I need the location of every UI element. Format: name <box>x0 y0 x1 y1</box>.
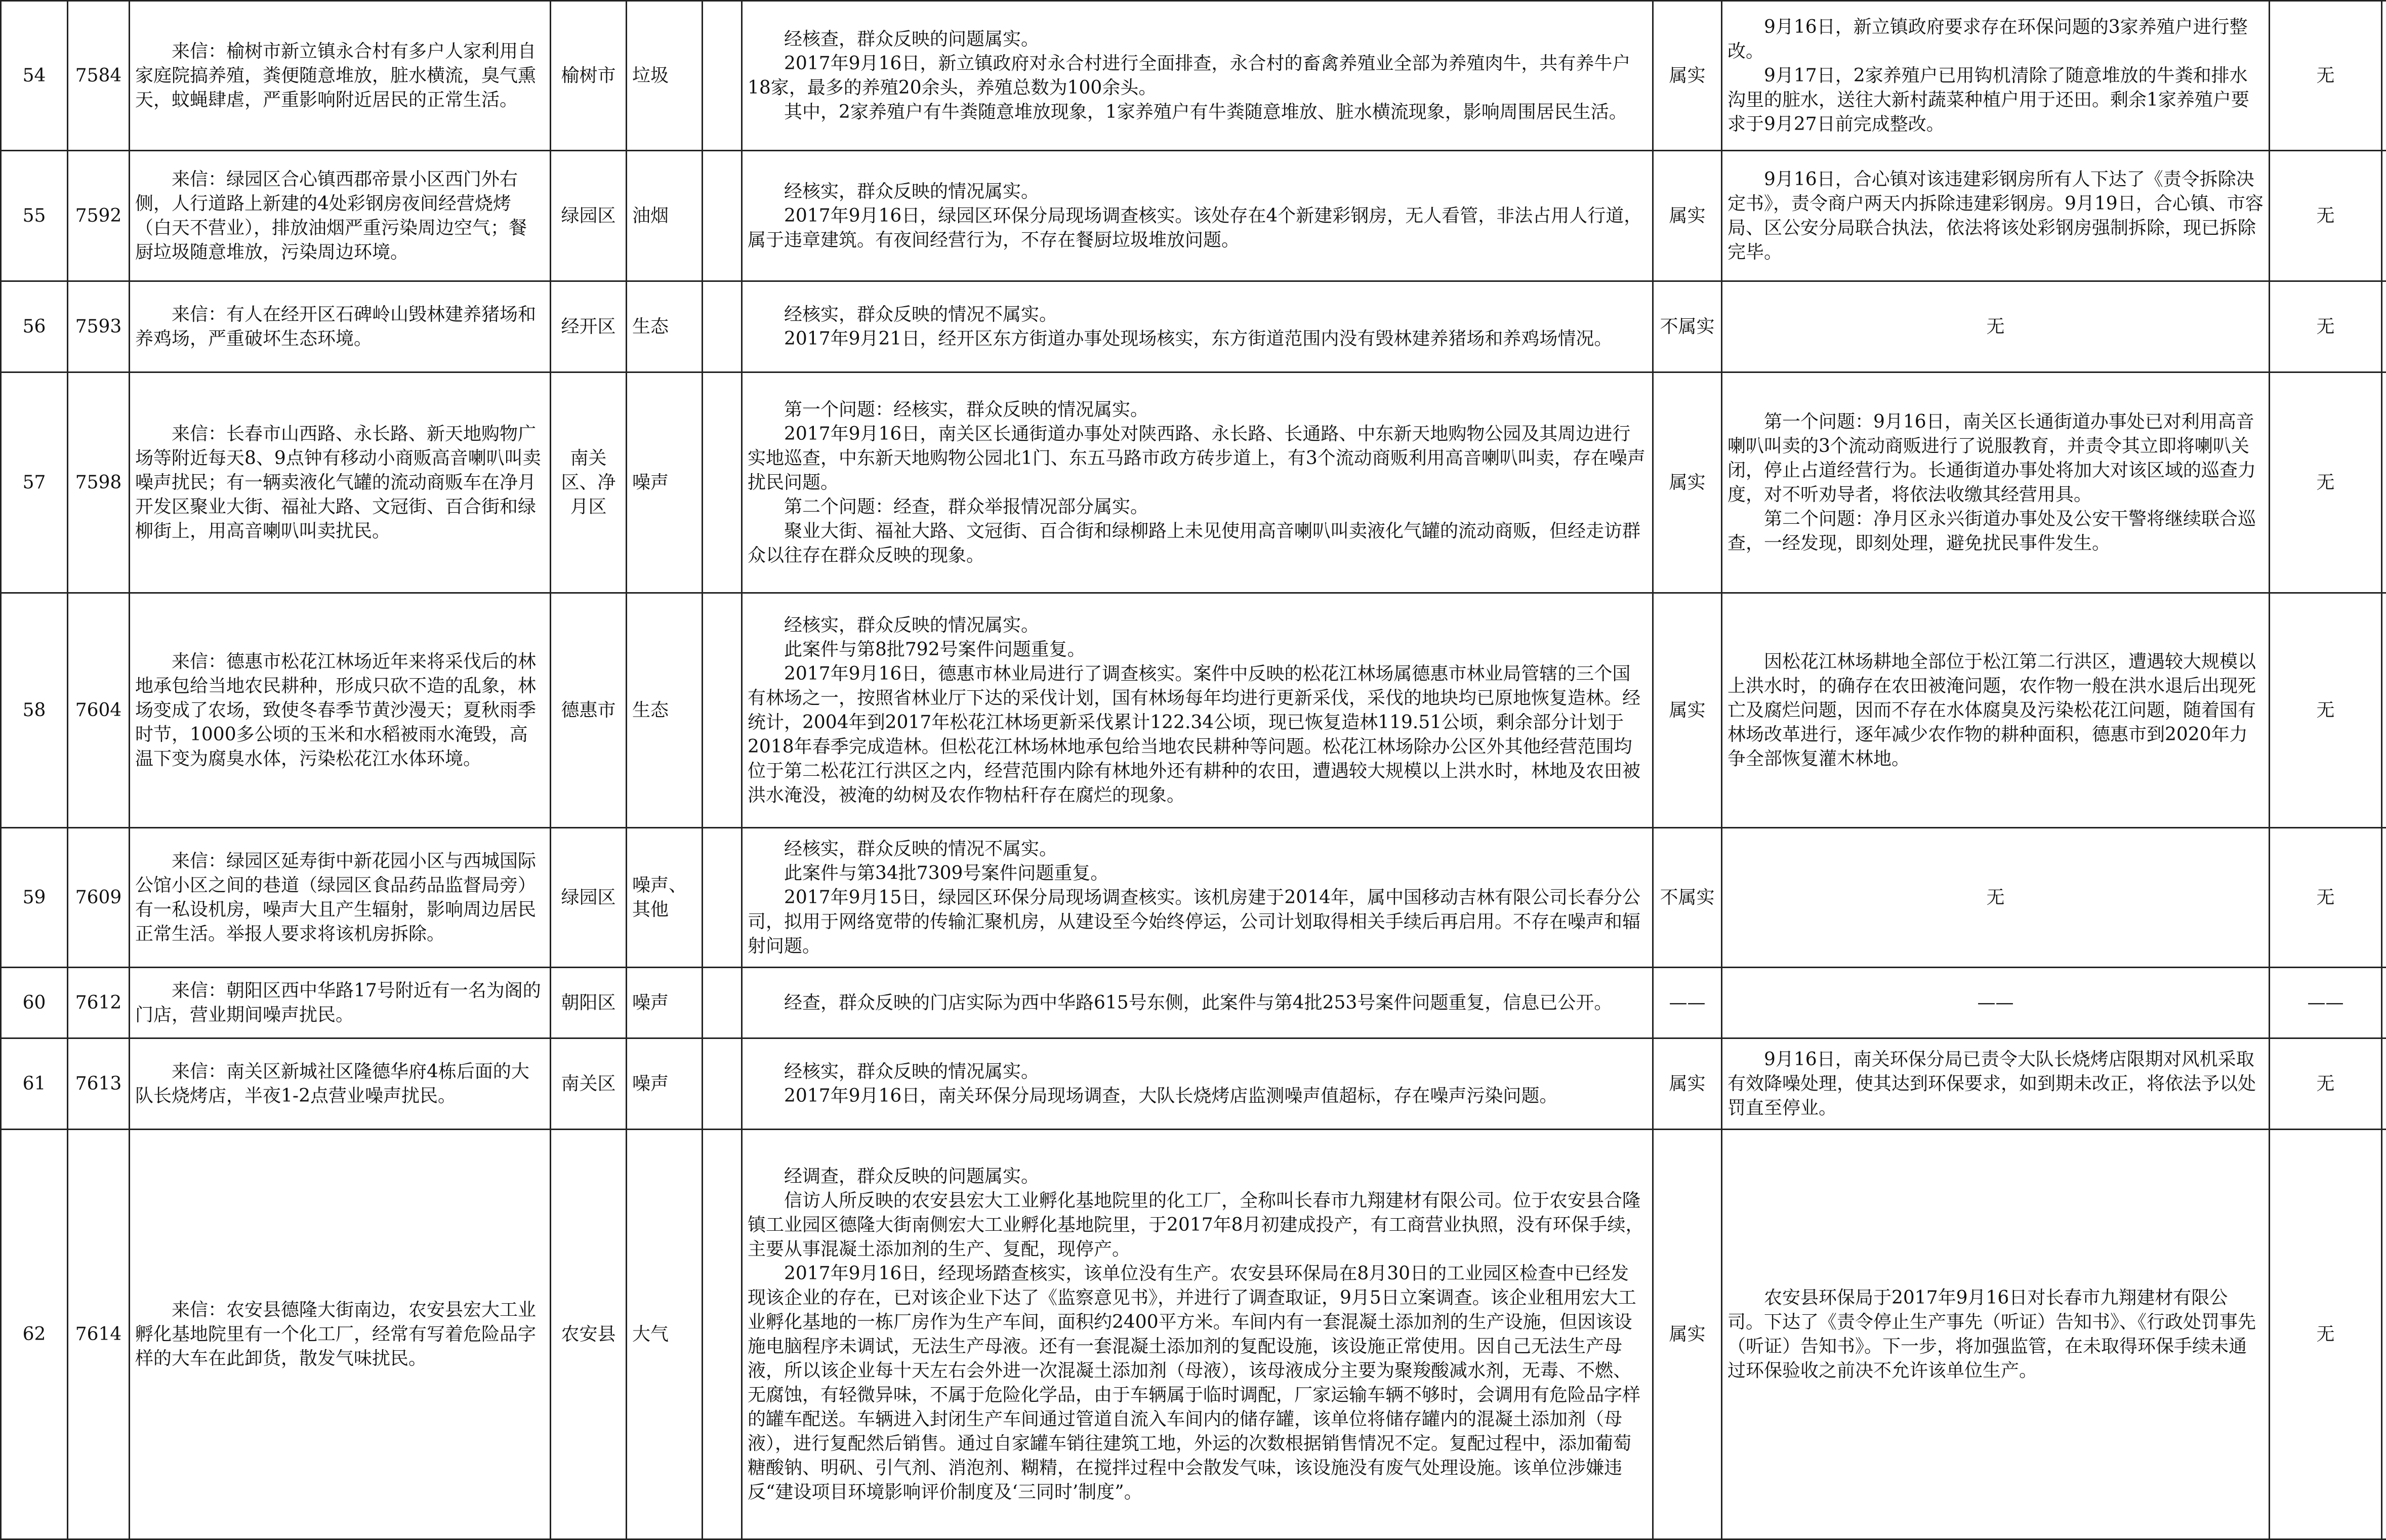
region-cell: 南关区、净月区 <box>551 372 627 593</box>
case-id-cell: 7592 <box>68 151 130 281</box>
verification-paragraph: 信访人所反映的农安县宏大工业孵化基地院里的化工厂，全称叫长春市九翔建材有限公司。位于农安县合隆镇工业园区德隆大街南侧宏大工业孵化基地院里，于2017年8月初建成投产，有工商营业执照，没有环保手续，主要从事混凝土添加剂的生产、复配，现停产。 <box>748 1189 1647 1262</box>
edge-cell <box>2382 828 2386 968</box>
verification-paragraph: 聚业大街、福祉大路、文冠街、百合街和绿柳路上未见使用高音喇叭叫卖液化气罐的流动商贩，但经走访群众以往存在群众反映的现象。 <box>748 519 1647 568</box>
complaint-text: 来信：农安县德隆大街南边，农安县宏大工业孵化基地院里有一个化工厂，经常有写着危险品字样的大车在此卸货，散发气味扰民。 <box>135 1298 545 1371</box>
edge-cell <box>2382 1130 2386 1539</box>
verification-paragraph: 经核查，群众反映的问题属实。 <box>748 27 1647 52</box>
row-number-cell: 62 <box>1 1130 68 1539</box>
region-cell: 绿园区 <box>551 828 627 968</box>
table-row <box>1 828 2386 968</box>
category-cell: 生态 <box>627 593 703 828</box>
verification-paragraph: 经调查，群众反映的问题属实。 <box>748 1164 1647 1189</box>
region-cell: 经开区 <box>551 281 627 372</box>
table-row <box>1 281 2386 372</box>
accountability-cell: 无 <box>2270 281 2382 372</box>
edge-cell <box>2382 593 2386 828</box>
verification-paragraph: 经核实，群众反映的情况属实。 <box>748 1060 1647 1084</box>
rectification-paragraph: 因松花江林场耕地全部位于松江第二行洪区，遭遇较大规模以上洪水时，的确存在农田被淹问题，农作物一般在洪水退后出现死亡及腐烂问题，因而不存在水体腐臭及污染松花江问题，随着国有林场改革进行，逐年减少农作物的耕种面积，德惠市到2020年力争全部恢复灌木林地。 <box>1727 650 2264 771</box>
rectification-cell <box>1722 1130 2270 1539</box>
complaint-text: 来信：德惠市松花江林场近年来将采伐后的林地承包给当地农民耕种，形成只砍不造的乱象，林场变成了农场，致使冬春季节黄沙漫天；夏秋雨季时节，1000多公顷的玉米和水稻被雨水淹毁，高温下变为腐臭水体，污染松花江水体环境。 <box>135 650 545 771</box>
rectification-cell: 无 <box>1722 281 2270 372</box>
table-row <box>1 1 2386 151</box>
spacer-cell <box>703 968 742 1038</box>
rectification-cell <box>1722 151 2270 281</box>
complaint-cell <box>130 1038 551 1130</box>
complaint-text: 来信：南关区新城社区隆德华府4栋后面的大队长烧烤店，半夜1-2点营业噪声扰民。 <box>135 1060 545 1108</box>
verification-cell <box>742 1 1653 151</box>
spacer-cell <box>703 593 742 828</box>
status-cell: 属实 <box>1653 593 1722 828</box>
edge-cell <box>2382 968 2386 1038</box>
complaint-cell <box>130 281 551 372</box>
verification-paragraph: 2017年9月15日，绿园区环保分局现场调查核实。该机房建于2014年，属中国移动吉林有限公司长春分公司，拟用于网络宽带的传输汇聚机房，从建设至今始终停运，公司计划取得相关手续后再启用。不存在噪声和辐射问题。 <box>748 886 1647 959</box>
region-cell: 朝阳区 <box>551 968 627 1038</box>
spacer-cell <box>703 372 742 593</box>
rectification-cell: 无 <box>1722 828 2270 968</box>
spacer-cell <box>703 281 742 372</box>
accountability-cell: 无 <box>2270 1 2382 151</box>
category-cell: 油烟 <box>627 151 703 281</box>
verification-paragraph: 2017年9月16日，南关区长通街道办事处对陕西路、永长路、长通路、中东新天地购物公园及其周边进行实地巡查，中东新天地购物公园北1门、东五马路市政方砖步道上，有3个流动商贩利用高音喇叭叫卖，存在噪声扰民问题。 <box>748 422 1647 495</box>
verification-cell <box>742 968 1653 1038</box>
status-cell: 属实 <box>1653 372 1722 593</box>
edge-cell <box>2382 151 2386 281</box>
verification-cell <box>742 151 1653 281</box>
accountability-cell: —— <box>2270 968 2382 1038</box>
row-number-cell: 58 <box>1 593 68 828</box>
complaint-text: 来信：朝阳区西中华路17号附近有一名为阁的门店，营业期间噪声扰民。 <box>135 979 545 1027</box>
region-cell: 农安县 <box>551 1130 627 1539</box>
status-cell: —— <box>1653 968 1722 1038</box>
row-number-cell: 59 <box>1 828 68 968</box>
edge-cell <box>2382 1 2386 151</box>
complaint-text: 来信：绿园区延寿街中新花园小区与西城国际公馆小区之间的巷道（绿园区食品药品监督局旁）有一私设机房，噪声大且产生辐射，影响周边居民正常生活。举报人要求将该机房拆除。 <box>135 849 545 946</box>
verification-paragraph: 2017年9月16日，绿园区环保分局现场调查核实。该处存在4个新建彩钢房，无人看管，非法占用人行道，属于违章建筑。有夜间经营行为，不存在餐厨垃圾堆放问题。 <box>748 204 1647 253</box>
table-row <box>1 151 2386 281</box>
complaint-cell <box>130 1130 551 1539</box>
rectification-paragraph: 9月16日，新立镇政府要求存在环保问题的3家养殖户进行整改。 <box>1727 15 2264 64</box>
case-id-cell: 7593 <box>68 281 130 372</box>
category-cell: 噪声、其他 <box>627 828 703 968</box>
complaint-text: 来信：长春市山西路、永长路、新天地购物广场等附近每天8、9点钟有移动小商贩高音喇叭叫卖噪声扰民；有一辆卖液化气罐的流动商贩车在净月开发区聚业大街、福祉大路、文冠街、百合街和绿柳街上，用高音喇叭叫卖扰民。 <box>135 422 545 544</box>
rectification-paragraph: 9月17日，2家养殖户已用钩机清除了随意堆放的牛粪和排水沟里的脏水，送往大新村蔬菜种植户用于还田。剩余1家养殖户要求于9月27日前完成整改。 <box>1727 64 2264 137</box>
table-row <box>1 1130 2386 1539</box>
case-id-cell: 7614 <box>68 1130 130 1539</box>
verification-paragraph: 第一个问题：经核实，群众反映的情况属实。 <box>748 398 1647 422</box>
case-id-cell: 7613 <box>68 1038 130 1130</box>
category-cell: 大气 <box>627 1130 703 1539</box>
verification-paragraph: 此案件与第8批792号案件问题重复。 <box>748 638 1647 662</box>
complaint-cell <box>130 151 551 281</box>
rectification-cell: —— <box>1722 968 2270 1038</box>
accountability-cell: 无 <box>2270 593 2382 828</box>
rectification-cell <box>1722 1038 2270 1130</box>
spacer-cell <box>703 1038 742 1130</box>
verification-paragraph: 经核实，群众反映的情况不属实。 <box>748 837 1647 861</box>
verification-cell <box>742 1038 1653 1130</box>
edge-cell <box>2382 1038 2386 1130</box>
edge-cell <box>2382 372 2386 593</box>
rectification-paragraph: 第一个问题：9月16日，南关区长通街道办事处已对利用高音喇叭叫卖的3个流动商贩进行了说服教育，并责令其立即将喇叭关闭，停止占道经营行为。长通街道办事处将加大对该区域的巡查力度，对不听劝导者，将依法收缴其经营用具。 <box>1727 410 2264 507</box>
verification-cell <box>742 593 1653 828</box>
status-cell: 不属实 <box>1653 281 1722 372</box>
status-cell: 属实 <box>1653 1130 1722 1539</box>
complaint-cell <box>130 968 551 1038</box>
verification-paragraph: 经核实，群众反映的情况属实。 <box>748 180 1647 204</box>
rectification-cell <box>1722 1 2270 151</box>
verification-paragraph: 经核实，群众反映的情况不属实。 <box>748 303 1647 327</box>
category-cell: 生态 <box>627 281 703 372</box>
case-id-cell: 7612 <box>68 968 130 1038</box>
complaint-cell <box>130 828 551 968</box>
row-number-cell: 55 <box>1 151 68 281</box>
verification-paragraph: 2017年9月16日，经现场踏查核实，该单位没有生产。农安县环保局在8月30日的工业园区检查中已经发现该企业的存在，已对该企业下达了《监察意见书》，并进行了调查取证，9月5日立案调查。该企业租用宏大工业孵化基地的一栋厂房作为生产车间，面积约2400平方米。车间内有一套混凝土添加剂的生产设施，但因该设施电脑程序未调试，无法生产母液。还有一套混凝土添加剂的复配设施，该设施正常使用。因自己无法生产母液，所以该企业每十天左右会外进一次混凝土添加剂（母液），该母液成分主要为聚羧酸减水剂，无毒、不燃、无腐蚀，有轻微异味，不属于危险化学品，由于车辆属于临时调配，厂家运输车辆不够时，会调用有危险品字样的罐车配送。车辆进入封闭生产车间通过管道自流入车间内的储存罐，该单位将储存罐内的混凝土添加剂（母液），进行复配然后销售。通过自家罐车销往建筑工地，外运的次数根据销售情况不定。复配过程中，添加葡萄糖酸钠、明矾、引气剂、消泡剂、糊精，在搅拌过程中会散发气味，该设施没有废气处理设施。该单位涉嫌违反“建设项目环境影响评价制度及‘三同时’制度”。 <box>748 1262 1647 1505</box>
row-number-cell: 61 <box>1 1038 68 1130</box>
verification-paragraph: 2017年9月16日，南关环保分局现场调查，大队长烧烤店监测噪声值超标，存在噪声污染问题。 <box>748 1084 1647 1108</box>
verification-cell <box>742 1130 1653 1539</box>
spacer-cell <box>703 1130 742 1539</box>
case-id-cell: 7609 <box>68 828 130 968</box>
row-number-cell: 57 <box>1 372 68 593</box>
case-table-body <box>1 1 2386 1539</box>
spacer-cell <box>703 828 742 968</box>
status-cell: 属实 <box>1653 1038 1722 1130</box>
table-row <box>1 1038 2386 1130</box>
complaint-text: 来信：绿园区合心镇西郡帝景小区西门外右侧，人行道路上新建的4处彩钢房夜间经营烧烤（白天不营业），排放油烟严重污染周边空气；餐厨垃圾随意堆放，污染周边环境。 <box>135 168 545 265</box>
case-id-cell: 7584 <box>68 1 130 151</box>
category-cell: 噪声 <box>627 372 703 593</box>
verification-paragraph: 2017年9月16日，德惠市林业局进行了调查核实。案件中反映的松花江林场属德惠市林业局管辖的三个国有林场之一，按照省林业厅下达的采伐计划，国有林场每年均进行更新采伐，采伐的地块均已原地恢复造林。经统计，2004年到2017年松花江林场更新采伐累计122.34公顷，现已恢复造林119.51公顷，剩余部分计划于2018年春季完成造林。但松花江林场林地承包给当地农民耕种等问题。松花江林场除办公区外其他经营范围均位于第二松花江行洪区之内，经营范围内除有林地外还有耕种的农田，遭遇较大规模以上洪水时，林地及农田被洪水淹没，被淹的幼树及农作物枯秆存在腐烂的现象。 <box>748 662 1647 808</box>
spacer-cell <box>703 1 742 151</box>
spacer-cell <box>703 151 742 281</box>
verification-paragraph: 第二个问题：经查，群众举报情况部分属实。 <box>748 495 1647 519</box>
complaint-text: 来信：榆树市新立镇永合村有多户人家利用自家庭院搞养殖，粪便随意堆放，脏水横流，臭气熏天，蚊蝇肆虐，严重影响附近居民的正常生活。 <box>135 39 545 112</box>
verification-paragraph: 此案件与第34批7309号案件问题重复。 <box>748 861 1647 886</box>
rectification-paragraph: 9月16日，南关环保分局已责令大队长烧烤店限期对风机采取有效降噪处理，使其达到环保要求，如到期未改正，将依法予以处罚直至停业。 <box>1727 1048 2264 1120</box>
verification-cell <box>742 372 1653 593</box>
rectification-paragraph: 农安县环保局于2017年9月16日对长春市九翔建材有限公司。下达了《责令停止生产事先（听证）告知书》、《行政处罚事先（听证）告知书》。下一步，将加强监管，在未取得环保手续未通过环保验收之前决不允许该单位生产。 <box>1727 1286 2264 1383</box>
table-row <box>1 372 2386 593</box>
complaint-cell <box>130 593 551 828</box>
edge-cell <box>2382 281 2386 372</box>
rectification-paragraph: 9月16日，合心镇对该违建彩钢房所有人下达了《责令拆除决定书》，责令商户两天内拆除违建彩钢房。9月19日，合心镇、市容局、区公安分局联合执法，依法将该处彩钢房强制拆除，现已拆除完毕。 <box>1727 168 2264 265</box>
category-cell: 噪声 <box>627 1038 703 1130</box>
row-number-cell: 54 <box>1 1 68 151</box>
rectification-paragraph: 第二个问题：净月区永兴街道办事处及公安干警将继续联合巡查，一经发现，即刻处理，避免扰民事件发生。 <box>1727 507 2264 556</box>
case-id-cell: 7598 <box>68 372 130 593</box>
case-id-cell: 7604 <box>68 593 130 828</box>
verification-paragraph: 经核实，群众反映的情况属实。 <box>748 613 1647 638</box>
verification-paragraph: 2017年9月21日，经开区东方街道办事处现场核实，东方街道范围内没有毁林建养猪场和养鸡场情况。 <box>748 327 1647 351</box>
rectification-cell <box>1722 593 2270 828</box>
category-cell: 噪声 <box>627 968 703 1038</box>
row-number-cell: 56 <box>1 281 68 372</box>
table-row <box>1 968 2386 1038</box>
accountability-cell: 无 <box>2270 1130 2382 1539</box>
rectification-cell <box>1722 372 2270 593</box>
accountability-cell: 无 <box>2270 151 2382 281</box>
complaint-text: 来信：有人在经开区石碑岭山毁林建养猪场和养鸡场，严重破坏生态环境。 <box>135 303 545 351</box>
verification-paragraph: 经查，群众反映的门店实际为西中华路615号东侧，此案件与第4批253号案件问题重复，信息已公开。 <box>748 991 1647 1015</box>
verification-cell <box>742 828 1653 968</box>
region-cell: 榆树市 <box>551 1 627 151</box>
status-cell: 属实 <box>1653 1 1722 151</box>
region-cell: 绿园区 <box>551 151 627 281</box>
status-cell: 属实 <box>1653 151 1722 281</box>
region-cell: 德惠市 <box>551 593 627 828</box>
row-number-cell: 60 <box>1 968 68 1038</box>
accountability-cell: 无 <box>2270 1038 2382 1130</box>
complaint-cell <box>130 1 551 151</box>
accountability-cell: 无 <box>2270 828 2382 968</box>
region-cell: 南关区 <box>551 1038 627 1130</box>
complaint-cell <box>130 372 551 593</box>
accountability-cell: 无 <box>2270 372 2382 593</box>
verification-paragraph: 其中，2家养殖户有牛粪随意堆放现象，1家养殖户有牛粪随意堆放、脏水横流现象，影响周围居民生活。 <box>748 100 1647 124</box>
status-cell: 不属实 <box>1653 828 1722 968</box>
category-cell: 垃圾 <box>627 1 703 151</box>
verification-cell <box>742 281 1653 372</box>
verification-paragraph: 2017年9月16日，新立镇政府对永合村进行全面排查，永合村的畜禽养殖业全部为养殖肉牛，共有养牛户18家，最多的养殖20余头，养殖总数为100余头。 <box>748 52 1647 100</box>
table-row <box>1 593 2386 828</box>
